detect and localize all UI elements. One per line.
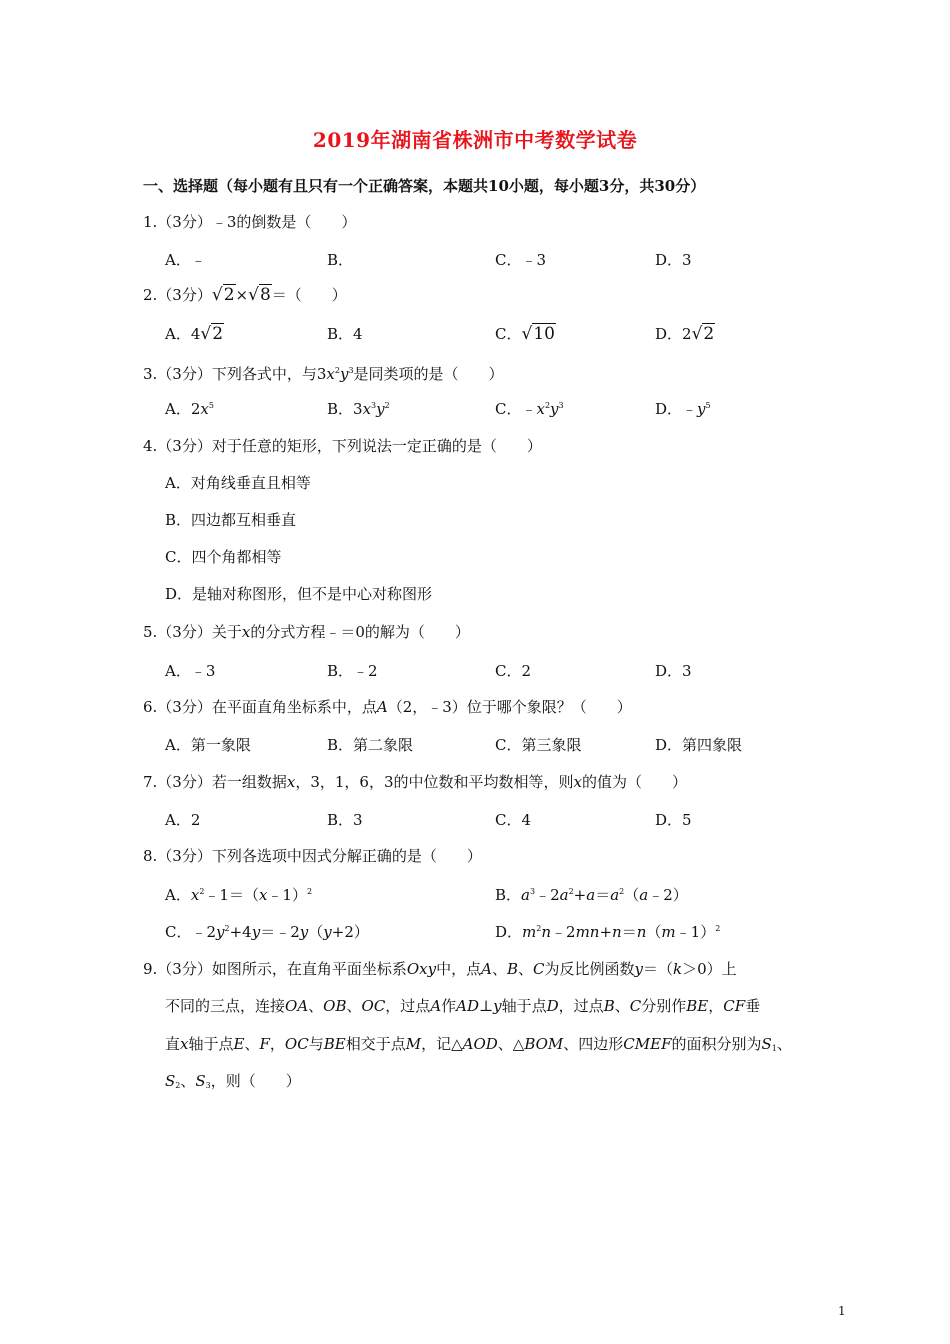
q2-prefix: 2.（3分）	[143, 286, 212, 304]
q6-option-c[interactable]: C．第三象限	[495, 736, 582, 754]
q8-option-c[interactable]: C．$﹣2y^2+4y=﹣2y(y+2)$	[165, 923, 369, 941]
q2-option-a[interactable]: A．4√2	[165, 324, 224, 344]
q7-option-a[interactable]: A．2	[165, 811, 201, 829]
q2-option-b[interactable]: B．4	[327, 325, 363, 343]
sqrt-8: √8	[248, 285, 271, 305]
q1-option-d[interactable]: D．3	[655, 251, 692, 269]
page-number: 1	[838, 1304, 846, 1318]
q3-option-b[interactable]: B．$3x^3y^2$	[327, 400, 390, 418]
q7-option-b[interactable]: B．3	[327, 811, 363, 829]
q5-option-a[interactable]: A．﹣3	[165, 662, 216, 680]
q1-option-b[interactable]: B．	[327, 251, 354, 269]
question-9-line-3: 直x轴于点E、F，OC与BE相交于点M，记△AOD、△BOM、四边形CMEF的面积分别为$S_1$、	[165, 1035, 792, 1053]
q3-option-a[interactable]: A．$2x^5$	[165, 400, 214, 418]
q2-suffix: ＝（ ）	[271, 286, 347, 304]
q1-option-c[interactable]: C．﹣3	[495, 251, 547, 269]
q4-option-b[interactable]: B．四边都互相垂直	[165, 511, 297, 529]
q7-option-c[interactable]: C．4	[495, 811, 532, 829]
q8-option-b[interactable]: B．$a^3﹣2a^2+a=a^2(a﹣2)$	[495, 886, 688, 904]
q4-option-a[interactable]: A．对角线垂直且相等	[165, 474, 311, 492]
section-heading: 一、选择题（每小题有且只有一个正确答案，本题共10小题，每小题3分，共30分）	[143, 177, 706, 195]
q7-option-d[interactable]: D．5	[655, 811, 692, 829]
question-6-options	[0, 734, 950, 756]
q1-option-a[interactable]: A．﹣	[165, 251, 206, 269]
question-5-options	[0, 660, 950, 682]
q3-option-c[interactable]: C．$﹣x^2y^3$	[495, 400, 564, 418]
question-2-options	[0, 323, 950, 345]
question-8-stem: 8.（3分）下列各选项中因式分解正确的是（ ）	[143, 847, 482, 865]
q4-option-c[interactable]: C．四个角都相等	[165, 548, 282, 566]
question-9-line-2: 不同的三点，连接OA、OB、OC，过点A作AD⊥y轴于点D，过点B、C分别作BE，CF垂	[165, 997, 761, 1015]
q2-option-c[interactable]: C．√10	[495, 324, 555, 344]
question-9-line-4: $S_2$、$S_3$，则（ ）	[165, 1072, 301, 1090]
sqrt-2: √2	[211, 285, 235, 305]
times-sign: ×	[235, 286, 249, 304]
question-7-options	[0, 809, 950, 831]
q5-option-c[interactable]: C．2	[495, 662, 532, 680]
q6-option-d[interactable]: D．第四象限	[655, 736, 743, 754]
question-4-stem: 4.（3分）对于任意的矩形，下列说法一定正确的是（ ）	[143, 437, 542, 455]
page-title: 2019年湖南省株洲市中考数学试卷	[312, 128, 638, 152]
question-1-options	[0, 249, 950, 271]
question-3-options	[0, 398, 950, 420]
question-2-stem	[143, 285, 347, 305]
q6-option-b[interactable]: B．第二象限	[327, 736, 414, 754]
question-8-options-row1	[0, 884, 950, 906]
question-1-stem: 1.（3分）﹣3的倒数是（ ）	[143, 213, 357, 231]
q5-option-b[interactable]: B．﹣2	[327, 662, 378, 680]
q2-option-d[interactable]: D．2√2	[655, 324, 715, 344]
q8-option-d[interactable]: D．$m^2n﹣2mn+n=n(m﹣1)^2$	[495, 923, 721, 941]
q6-option-a[interactable]: A．第一象限	[165, 736, 251, 754]
question-5-stem: 5.（3分）关于x的分式方程﹣＝0的解为（ ）	[143, 623, 470, 641]
q4-option-d[interactable]: D．是轴对称图形，但不是中心对称图形	[165, 585, 433, 603]
question-8-options-row2	[0, 921, 950, 943]
question-9-line-1: 9.（3分）如图所示，在直角平面坐标系Oxy中，点A、B、C为反比例函数y＝（k＞0）上	[143, 960, 737, 978]
question-6-stem: 6.（3分）在平面直角坐标系中，点A（2，﹣3）位于哪个象限？（ ）	[143, 698, 632, 716]
q8-option-a[interactable]: A．$x^2﹣1=(x﹣1)^2$	[165, 886, 313, 904]
question-7-stem: 7.（3分）若一组数据x，3，1，6，3的中位数和平均数相等，则x的值为（ ）	[143, 773, 687, 791]
q3-option-d[interactable]: D．$﹣y^5$	[655, 400, 711, 418]
question-3-stem: 3.（3分）下列各式中，与$3x^2y^3$是同类项的是（ ）	[143, 365, 504, 383]
q5-option-d[interactable]: D．3	[655, 662, 692, 680]
